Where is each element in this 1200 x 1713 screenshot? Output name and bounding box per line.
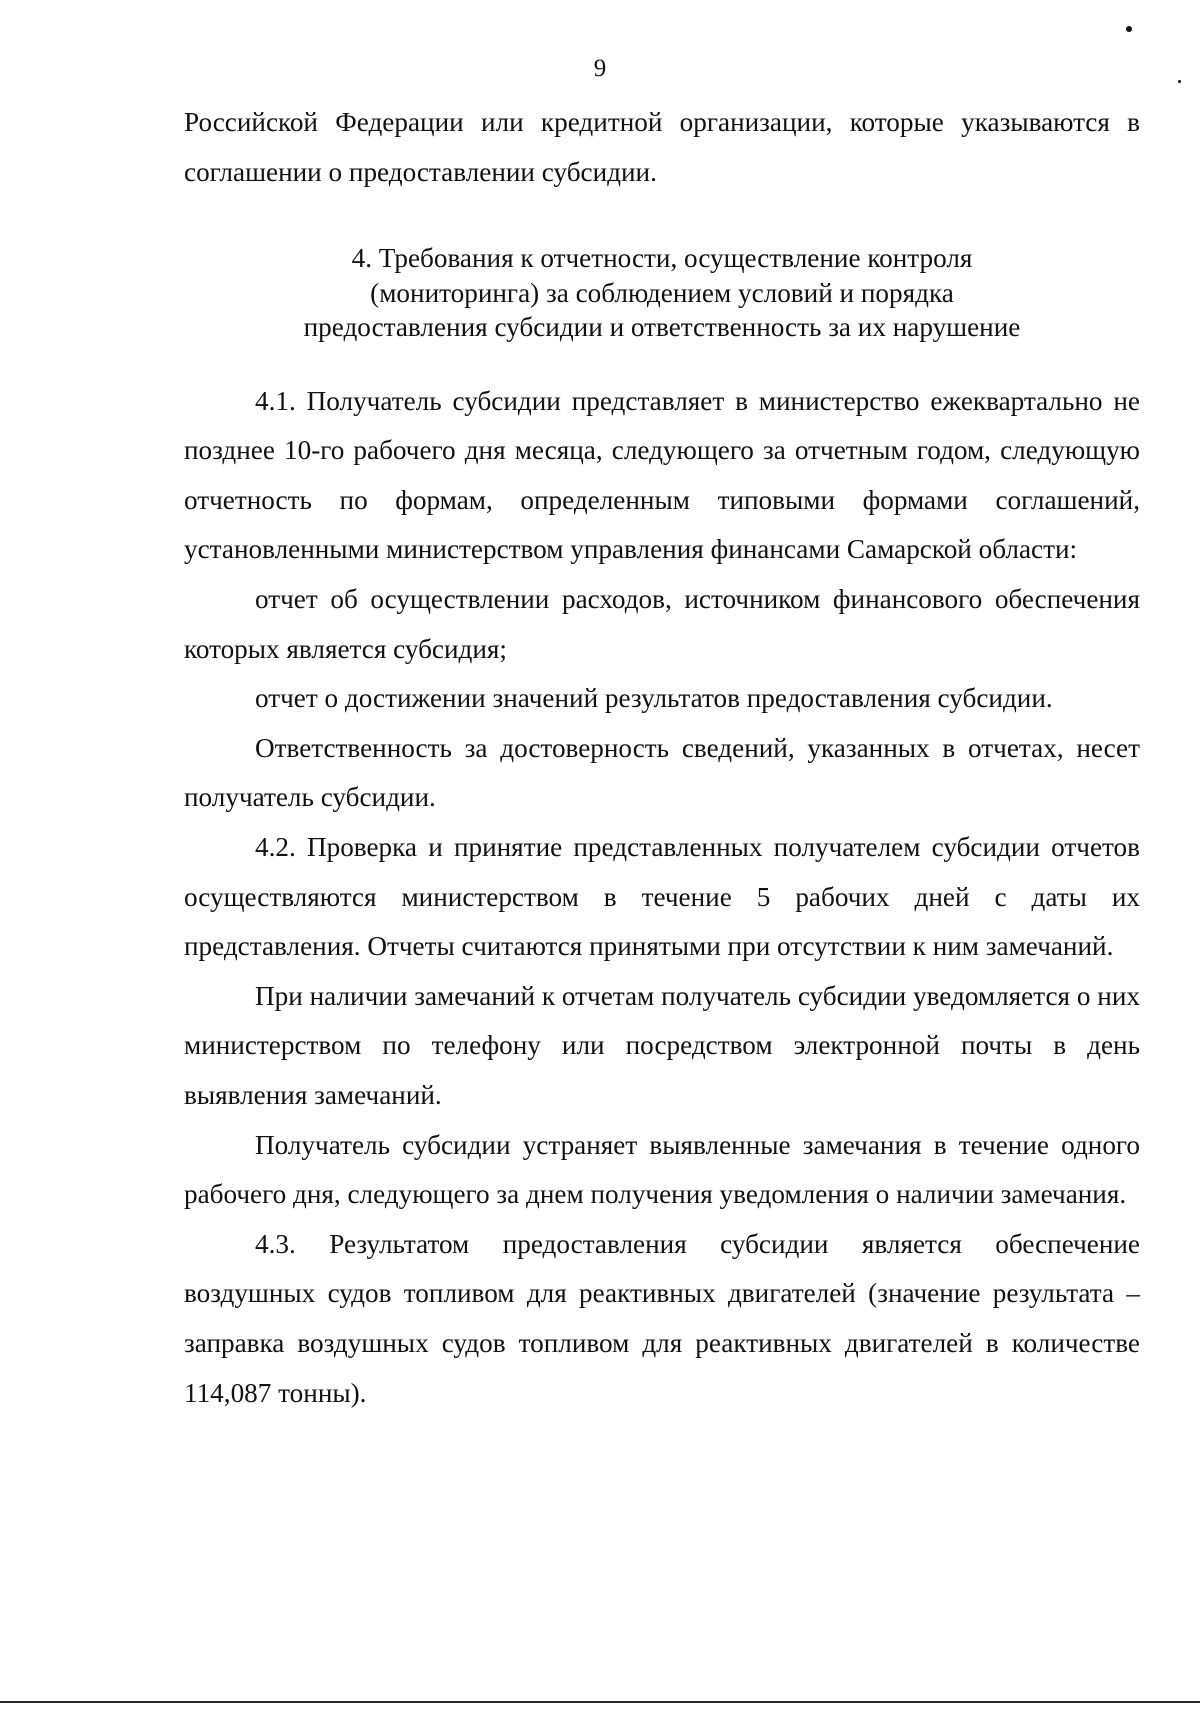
section-heading [184,241,1140,345]
paragraph-remarks-notice: При наличии замечаний к отчетам получатель субсидии уведомляется о них министерством по телефону или посредством электронной почты в день выявления замечаний. [184,980,1140,1110]
section-heading-line: предоставления субсидии и ответственность за их нарушение [303,312,1021,343]
paragraph-responsibility: Ответственность за достоверность сведений, указанных в отчетах, несет получатель субсидии. [184,732,1140,813]
document-body [184,98,1140,1418]
scan-speck [1126,26,1132,32]
scan-edge-line [0,1701,1200,1703]
paragraph-continuation: Российской Федерации или кредитной организации, которые указываются в соглашении о предоставлении субсидии. [184,107,1140,187]
paragraph-4-1: 4.1. Получатель субсидии представляет в министерство ежеквартально не позднее 10-го рабочего дня месяца, следующего за отчетным годом, следующую отчетность по формам, определенным типовыми формами соглашений, установленными министерством управления финансами Самарской области: [184,385,1140,565]
section-heading-line: (мониторинга) за соблюдением условий и порядка [370,277,954,308]
page-number: 9 [593,55,607,82]
paragraph-report-results: отчет о достижении значений результатов предоставления субсидии. [255,683,1053,714]
paragraph-report-expenses: отчет об осуществлении расходов, источником финансового обеспечения которых является субсидия; [184,584,1140,664]
section-heading-line: 4. Требования к отчетности, осуществление контроля [351,243,973,274]
paragraph-4-2: 4.2. Проверка и принятие представленных получателем субсидии отчетов осуществляются министерством в течение 5 рабочих дней с даты их представления. Отчеты считаются принятыми при отсутствии к ним замечаний. [184,832,1140,962]
paragraph-remarks-fix: Получатель субсидии устраняет выявленные замечания в течение одного рабочего дня, следующего за днем получения уведомления о наличии замечания. [184,1129,1140,1210]
paragraph-4-3: 4.3. Результатом предоставления субсидии является обеспечение воздушных судов топливом для реактивных двигателей (значение результата – заправка воздушных судов топливом для реактивных двигателей в количестве 114,087 тонны). [184,1228,1140,1408]
scan-speck [1178,80,1181,83]
